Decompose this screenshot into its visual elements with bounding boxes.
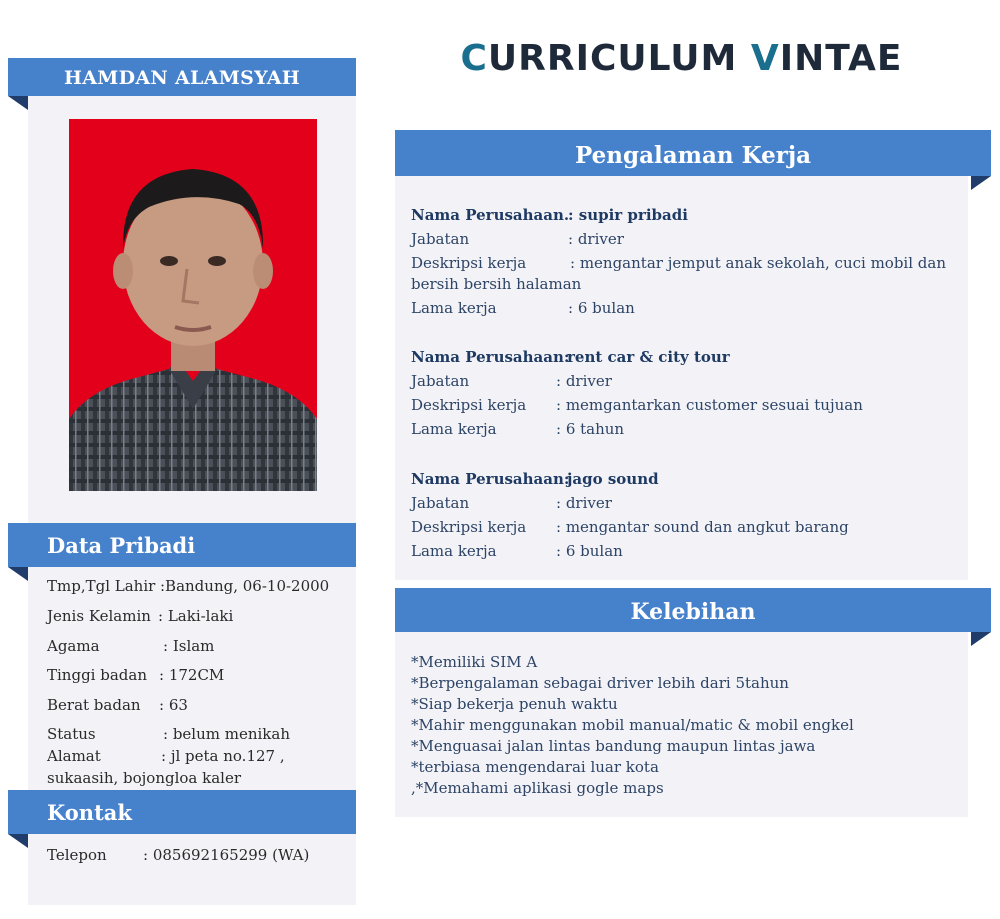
ribbon-fold xyxy=(8,96,28,110)
description-continued: bersih bersih halaman xyxy=(411,275,582,293)
experience-heading: Pengalaman Kerja xyxy=(395,130,991,176)
job-entry xyxy=(411,467,959,563)
title-part: URRICULUM xyxy=(487,38,751,79)
position-row: Jabatan : driver xyxy=(411,494,612,512)
ribbon-fold xyxy=(971,632,991,646)
company-row: Nama Perusahaan: rent car & city tour xyxy=(411,348,730,366)
title-accent-letter-v: V xyxy=(750,38,780,79)
company-row: Nama Perusahaan: jago sound xyxy=(411,470,659,488)
skill-item: *Memiliki SIM A xyxy=(411,653,538,671)
personal-data-heading: Data Pribadi xyxy=(8,523,356,567)
duration-row: Lama kerja : 6 tahun xyxy=(411,420,625,438)
profile-photo xyxy=(69,119,317,491)
company-row: Nama Perusahaan. : supir pribadi xyxy=(411,206,688,224)
duration-row: Lama kerja : 6 bulan xyxy=(411,542,623,560)
job-entry xyxy=(411,203,959,320)
description-row: Deskripsi kerja : memgantarkan customer sesuai tujuan xyxy=(411,396,863,414)
title-part-end: INTAE xyxy=(779,38,903,79)
ribbon-fold xyxy=(8,834,28,848)
description-row: Deskripsi kerja : mengantar jemput anak sekolah, cuci mobil dan xyxy=(411,254,946,272)
ribbon-fold xyxy=(8,567,28,581)
contact-heading: Kontak xyxy=(8,790,356,834)
skills-list xyxy=(411,652,961,799)
skill-item: *Mahir menggunakan mobil manual/matic & mobil engkel xyxy=(411,716,854,734)
duration-row: Lama kerja : 6 bulan xyxy=(411,299,635,317)
skill-item: *Menguasai jalan lintas bandung maupun lintas jawa xyxy=(411,737,816,755)
position-row: Jabatan : driver xyxy=(411,372,612,390)
person-portrait-icon xyxy=(69,119,317,491)
position-row: Jabatan : driver xyxy=(411,230,624,248)
title-accent-letter-c: C xyxy=(460,38,488,79)
skill-item: *terbiasa mengendarai luar kota xyxy=(411,758,659,776)
description-row: Deskripsi kerja : mengantar sound dan angkut barang xyxy=(411,518,849,536)
skills-heading: Kelebihan xyxy=(395,588,991,632)
skill-item: *Berpengalaman sebagai driver lebih dari 5tahun xyxy=(411,674,789,692)
skill-item: *Siap bekerja penuh waktu xyxy=(411,695,618,713)
skill-item: ,*Memahami aplikasi gogle maps xyxy=(411,779,664,797)
ribbon-fold xyxy=(971,176,991,190)
document-title xyxy=(395,38,968,79)
job-entry xyxy=(411,345,959,441)
name-ribbon: HAMDAN ALAMSYAH xyxy=(8,58,356,96)
